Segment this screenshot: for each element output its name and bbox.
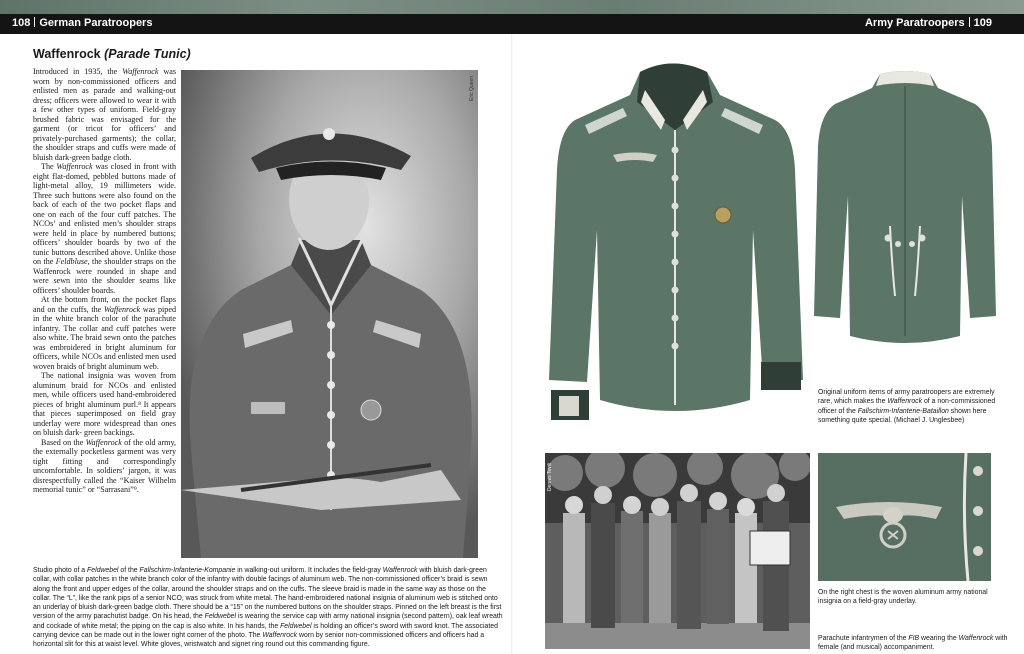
top-color-strip xyxy=(0,0,1024,14)
italic-term: Waffenrock xyxy=(122,67,159,76)
text-run: worn by senior non-commissioned officers and officers had a horizontal slit for this at waist level. White gloves, wristwatch and signet ring round out this commanding figure. xyxy=(33,632,485,649)
uniform-caption xyxy=(818,388,1008,425)
header-bar xyxy=(0,14,1024,34)
italic-term: Fallschirm-Infanterie-Kompanie xyxy=(139,567,236,574)
text-run: Based on the xyxy=(41,437,86,447)
italic-term: Waffenrock xyxy=(85,437,122,447)
body-paragraph xyxy=(33,371,176,438)
italic-term: Feldwebel xyxy=(280,622,312,630)
right-running-title: Army Paratroopers xyxy=(864,17,965,29)
soldier-portrait-illustration xyxy=(181,70,478,558)
text-run: At the bottom front, on the pocket flaps and on the cuffs, the xyxy=(33,295,176,314)
italic-term: Waffenrock xyxy=(103,304,141,314)
text-run: The national insignia was woven from aluminum braid for NCOs and enlisted men, while officers used hand-embroidered pieces of bright aluminum purl.⁸ It appears that pieces superimposed on field gray underlay were more widespread than ones on bluish dark- green backings. xyxy=(33,371,176,437)
insignia-caption xyxy=(818,588,1008,607)
italic-term: Waffenrock xyxy=(262,632,298,640)
group-caption xyxy=(818,634,1008,653)
group-photo xyxy=(545,453,810,649)
text-run: in walking-out uniform. It includes the field-gray xyxy=(235,567,383,574)
italic-term: Waffenrock xyxy=(382,567,418,574)
text-run: is holding an officer’s sword with sword knot. The associated carrying device can be made out in the lower right corner of the photo. The xyxy=(33,622,498,640)
tunic-front-illustration xyxy=(545,50,805,430)
italic-term: Fallschirm-Infanterie-Bataillon xyxy=(857,407,949,415)
text-run: with female (and musical) accompaniment. xyxy=(818,635,1008,652)
italic-term: Feldwebel xyxy=(204,613,237,621)
text-run: of the old army, the externally pocketless garment was very tight fitting and correspondingly uncomfortable. In soldiers’ jargon, it was disrespectfully called the “Kaiser Wilhelm memorial tunic” or “Sarrasani”⁹. xyxy=(33,437,176,494)
body-paragraph xyxy=(33,295,176,371)
right-running-head xyxy=(865,17,992,29)
text-run: The xyxy=(41,162,57,171)
group-credit: Dennis Tevili xyxy=(547,463,553,491)
italic-term: FIB xyxy=(908,635,920,642)
text-run: was piped in the white branch color of the parachute infantry. The collar and cuff patches were also white. The braid sewn onto the patches was embroidered in bright aluminum for officers, while NCOs and enlisted men used woven braids of bright aluminum web. xyxy=(33,304,176,371)
book-gutter xyxy=(511,34,513,654)
tunic-front-photo xyxy=(545,50,805,430)
tunic-back-photo xyxy=(810,66,1000,356)
text-run: wearing the xyxy=(919,635,959,642)
text-run: Studio photo of a xyxy=(33,567,88,574)
body-paragraph xyxy=(33,162,176,295)
text-run: , the shoulder straps on the Waffenrock were rounded in shape and were sewn into the shoulder seams like officers’ shoulder boards. xyxy=(33,257,176,295)
portrait-photo xyxy=(181,70,478,558)
italic-term: Waffenrock xyxy=(887,398,923,406)
left-running-head xyxy=(12,17,152,29)
article-body xyxy=(33,67,176,507)
group-photo-illustration xyxy=(545,453,810,649)
text-run: is wearing the service cap with army national insignia (second pattern), oak leaf wreath and cockade of white metal; the piping on the cap is also white. In his hands, the xyxy=(33,613,503,630)
portrait-caption xyxy=(33,566,503,652)
text-run: Original uniform items of army paratroopers are extremely rare, which makes the xyxy=(818,389,995,406)
body-paragraph xyxy=(33,67,176,162)
left-page-number: 108 xyxy=(12,17,31,29)
text-run: Introduced in 1935, the xyxy=(33,67,123,76)
portrait-credit: Eric Queen xyxy=(469,76,475,102)
insignia-closeup-photo xyxy=(818,453,991,581)
tunic-back-illustration xyxy=(810,66,1000,356)
text-run: of a non-commissioned officer of the xyxy=(818,398,996,415)
right-page-number: 109 xyxy=(973,17,992,29)
italic-term: Feldbluse xyxy=(55,257,88,266)
text-run: Parachute infantrymen of the xyxy=(818,635,909,642)
text-run: with bluish dark-green collar, with collar patches in the white branch color of the infantry with double facings of aluminum web. The non-commissioned officer’s braid is sewn along the front and upper edges of the collar, around the shoulder straps and on the cuffs. The sleeve braid is made in the same way as those on the collar. The “L”, like the rank pips of a senior NCO, was struck from white metal. The hand-embroidered national insignia of aluminum web is stitched onto an underlay of bluish dark-green badge cloth. There should be a “15” on the numbered buttons on the shoulder straps. Pinned on the left breast is the first version of the army parachutist badge. On his head, the xyxy=(33,567,502,621)
text-run: of the xyxy=(118,567,140,574)
section-heading: Waffenrock (Parade Tunic) xyxy=(33,47,191,61)
left-running-title: German Paratroopers xyxy=(39,17,153,29)
italic-term: Feldwebel xyxy=(87,567,119,574)
body-paragraph xyxy=(33,438,176,495)
text-run: On the right chest is the woven aluminum army national insignia on a field-gray underlay. xyxy=(818,589,988,606)
italic-term: Waffenrock xyxy=(958,635,994,642)
text-run: shown here something quite special. (Michael J. Unglesbee) xyxy=(818,407,987,424)
text-run: was closed in front with eight flat-domed, pebbled buttons made of light-metal alloy, 19 millimeters wide. Three such buttons were also found on the back of each of the two pocket flaps and one on each of the four cuff patches. The NCOs’ and enlisted men’s shoulder straps were held in place by numbered buttons; officers’ shoulder boards by two of the tunic buttons described above. Unlike those on the xyxy=(33,162,176,266)
eagle-insignia-icon xyxy=(818,453,991,581)
text-run: was worn by non-commissioned officers and enlisted men as parade and walking-out dress; officers were allowed to wear it with a few other types of uniform. Field-gray brushed fabric was envisaged for the garment (or tricot for officers’ and privately-purchased garments); the collar, the shoulder straps and cuffs were made of bluish dark-green badge cloth. xyxy=(33,67,176,162)
italic-term: Waffenrock xyxy=(56,162,93,171)
